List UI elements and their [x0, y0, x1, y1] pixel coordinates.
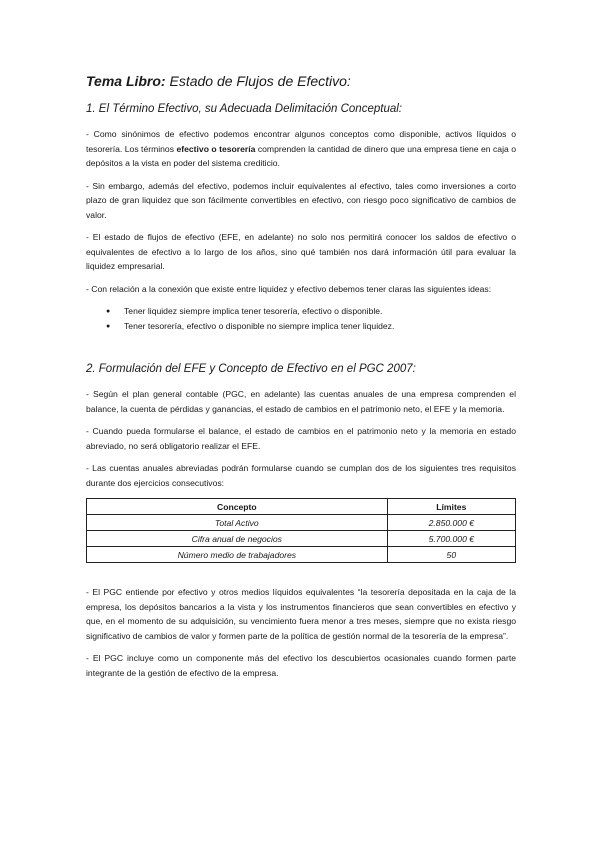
- table-row: [87, 515, 516, 531]
- document-page: [86, 72, 516, 688]
- table-cell: 50: [387, 547, 515, 563]
- document-title: [86, 72, 516, 90]
- table-cell: Número medio de trabajadores: [87, 547, 388, 563]
- s1-p1b-post: comprenden la cantidad de dinero que una empresa tiene en caja o depósitos a la vista en poder del sistema crediticio.: [86, 143, 517, 168]
- section-2-paragraph-4: - El PGC entiende por efectivo y otros medios líquidos equivalentes “la tesorería depositada en la caja de la empresa, los depósitos bancarios a la vista y los instrumentos financieros que sean convertibles en efectivo y que, en el momento de su adquisición, su vencimiento fuera menor a tres meses, siempre que no exista riesgo significativo de cambios de valor y formen parte de la política de gestión normal de la tesorería de la empresa”.: [86, 587, 516, 641]
- table-header-row: [87, 499, 516, 515]
- liquidity-bullet-list: [86, 304, 516, 334]
- table-row: [87, 547, 516, 563]
- section-2-paragraph-3: - Las cuentas anuales abreviadas podrán formularse cuando se cumplan dos de los siguientes tres requisitos durante dos ejercicios consecutivos:: [86, 463, 516, 488]
- section-2-paragraph-1: - Según el plan general contable (PGC, en adelante) las cuentas anuales de una empresa comprenden el balance, la cuenta de pérdidas y ganancias, el estado de cambios en el patrimonio neto, el EFE y la memoria.: [86, 389, 516, 414]
- s1-p1-text: - Como sinónimos de efectivo podemos encontrar algunos conceptos como disponible, activos líquidos o tesorería.: [86, 129, 516, 154]
- section-2-paragraph-2: - Cuando pueda formularse el balance, el estado de cambios en el patrimonio neto y la memoria en estado abreviado, no será obligatorio realizar el EFE.: [86, 426, 516, 451]
- table-cell: Cifra anual de negocios: [87, 531, 388, 547]
- table-cell: Total Activo: [87, 515, 388, 531]
- s1-p1b-pre: Los términos: [122, 143, 177, 154]
- title-bold: Tema Libro:: [86, 73, 166, 89]
- bullet-item: ● Tener tesorería, efectivo o disponible no siempre implica tener liquidez.: [124, 319, 516, 334]
- section-1-paragraph-4: - Con relación a la conexión que existe entre liquidez y efectivo debemos tener claras las siguientes ideas:: [86, 283, 492, 294]
- bullet-item: ● Tener liquidez siempre implica tener tesorería, efectivo o disponible.: [124, 304, 516, 319]
- paragraph-spacer: [86, 575, 516, 585]
- section-2-heading: 2. Formulación del EFE y Concepto de Efectivo en el PGC 2007:: [86, 363, 416, 375]
- column-header-limites: Límites: [387, 499, 515, 515]
- column-header-concepto: Concepto: [87, 499, 388, 515]
- table-cell: 5.700.000 €: [387, 531, 515, 547]
- section-spacer: [86, 344, 516, 362]
- section-1-heading: 1. El Término Efectivo, su Adecuada Delimitación Conceptual:: [86, 103, 402, 115]
- limits-table: [86, 498, 516, 563]
- section-2-paragraph-5: - El PGC incluye como un componente más del efectivo los descubiertos ocasionales cuando formen parte integrante de la gestión de efectivo de la empresa.: [86, 653, 516, 678]
- title-rest: Estado de Flujos de Efectivo:: [165, 73, 351, 89]
- table-cell: 2.850.000 €: [387, 515, 515, 531]
- section-1-paragraph-2: - Sin embargo, además del efectivo, podemos incluir equivalentes al efectivo, tales como inversiones a corto plazo de gran liquidez que son fácilmente convertibles en efectivo, con riesgo poco significativo de cambios de valor.: [86, 180, 516, 220]
- section-1-paragraph-1: [86, 127, 516, 171]
- s1-p1b-bold: efectivo o tesorería: [176, 143, 256, 154]
- table-row: [87, 531, 516, 547]
- section-1-paragraph-3: - El estado de flujos de efectivo (EFE, en adelante) no solo nos permitirá conocer los saldos de efectivo o equivalentes de efectivo a lo largo de los años, sino qué también nos dará información útil para evaluar la liquidez empresarial.: [86, 232, 516, 271]
